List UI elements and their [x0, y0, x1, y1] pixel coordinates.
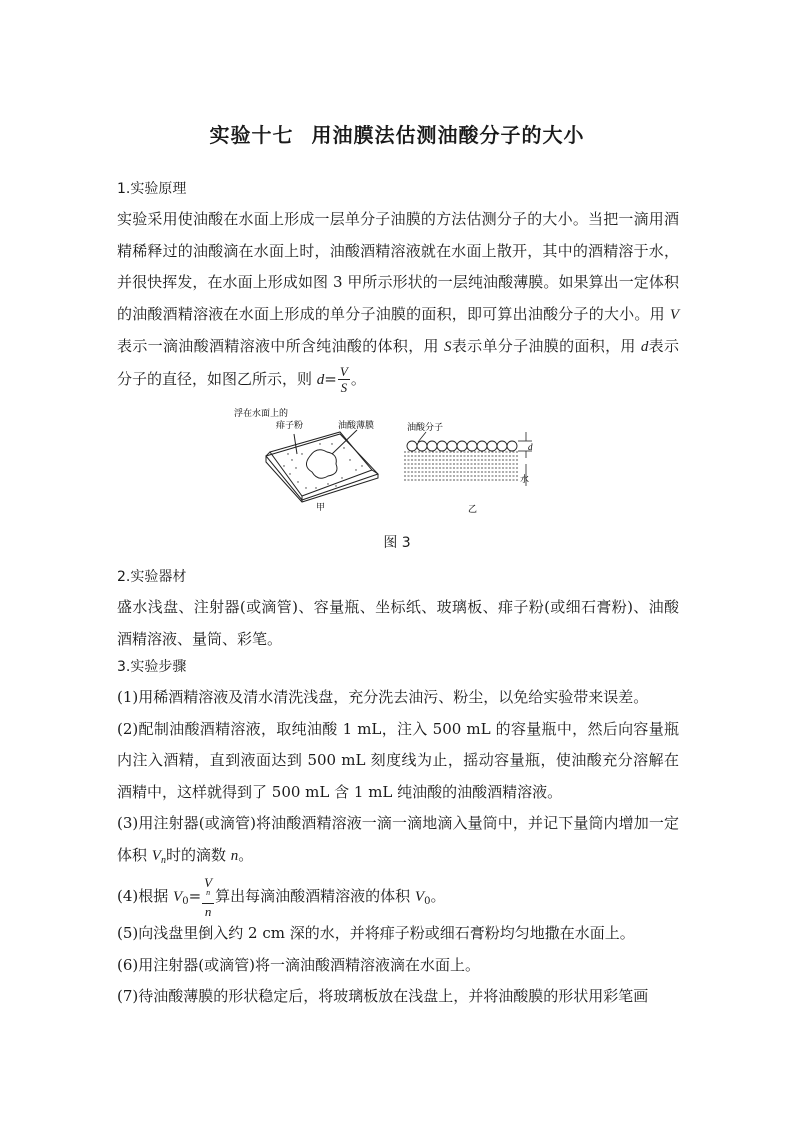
equipment-paragraph: 盛水浅盘、注射器(或滴管)、容量瓶、坐标纸、玻璃板、痱子粉(或细石膏粉)、油酸酒精溶液、量筒、彩笔。 [117, 598, 679, 648]
step-7: (7)待油酸薄膜的形状稳定后，将玻璃板放在浅盘上，并将油酸膜的形状用彩笔画 [117, 987, 649, 1006]
label-powder: 痱子粉 [276, 421, 304, 431]
step-1: (1)用稀酒精溶液及清水清洗浅盘，充分洗去油污、粉尘，以免给实验带来误差。 [117, 688, 649, 706]
molecule-layer [407, 441, 517, 451]
label-d: d [528, 442, 533, 452]
label-film: 油酸薄膜 [338, 421, 375, 431]
step-6: (6)用注射器(或滴管)将一滴油酸酒精溶液滴在水面上。 [117, 955, 480, 974]
figure-caption: 图 3 [383, 535, 411, 551]
principle-paragraph: 实验采用使油酸在水面上形成一层单分子油膜的方法估测分子的大小。当把一滴用酒精稀释过的油酸滴在水面上时，油酸酒精溶液就在水面上散开，其中的酒精溶于水，并很快挥发，在水面上形成如图 3 甲所示形状的一层纯油酸薄膜。如果算出一定体积的油酸酒精溶液在水面上形成的单分子油膜的面积，即可算出油酸分子的大小。用 V表示一滴油酸酒精溶液中所含纯油酸的体积，用 S表示单分子油膜的面积，用 d表示分子的直径，如图乙所示，则 d= $\frac{V}{S}$ 。 [117, 210, 679, 395]
label-yi: 乙 [468, 505, 478, 515]
step-4: (4)根据 $V_0=$ V $^n$ n 算出每滴油酸酒精溶液的体积 $V_0$。 [117, 875, 446, 920]
section-heading: 1.实验原理 [117, 181, 187, 197]
label-molecule: 油酸分子 [407, 423, 444, 433]
label-jia: 甲 [316, 503, 326, 513]
label-floating: 浮在水面上的 [234, 409, 289, 419]
title-experiment-number: 实验十七 [209, 123, 294, 147]
page-title [0, 119, 794, 148]
dimension-marker [418, 432, 532, 486]
figure-oil-film-diagram [232, 404, 562, 519]
tray-illustration [266, 430, 378, 502]
section-heading: 2.实验器材 [117, 569, 187, 585]
step-3: (3)用注射器(或滴管)将油酸酒精溶液一滴一滴地滴入量筒中，并记下量筒内增加一定体积 $V_n$时的滴数 n。 [117, 814, 679, 866]
formula-fraction: $\frac{V}{S}$ [339, 364, 348, 395]
label-water: 水 [520, 475, 530, 485]
step-5: (5)向浅盘里倒入约 2 cm 深的水，并将痱子粉或细石膏粉均匀地撒在水面上。 [117, 924, 635, 943]
water-lines [404, 452, 518, 480]
section-heading: 3.实验步骤 [117, 659, 187, 675]
section-principle [117, 174, 679, 396]
step4-fraction: V $^n$ n [204, 875, 213, 920]
title-experiment-name: 用油膜法估测油酸分子的大小 [311, 123, 585, 147]
step-2: (2)配制油酸酒精溶液，取纯油酸 1 mL，注入 500 mL 的容量瓶中，然后向容量瓶内注入酒精，直到液面达到 500 mL 刻度线为止，摇动容量瓶，使油酸充分溶解在酒精中，这样就得到了 500 mL 含 1 mL 纯油酸的油酸酒精溶液。 [117, 719, 679, 801]
section-steps [117, 652, 679, 1013]
section-equipment [117, 562, 679, 655]
